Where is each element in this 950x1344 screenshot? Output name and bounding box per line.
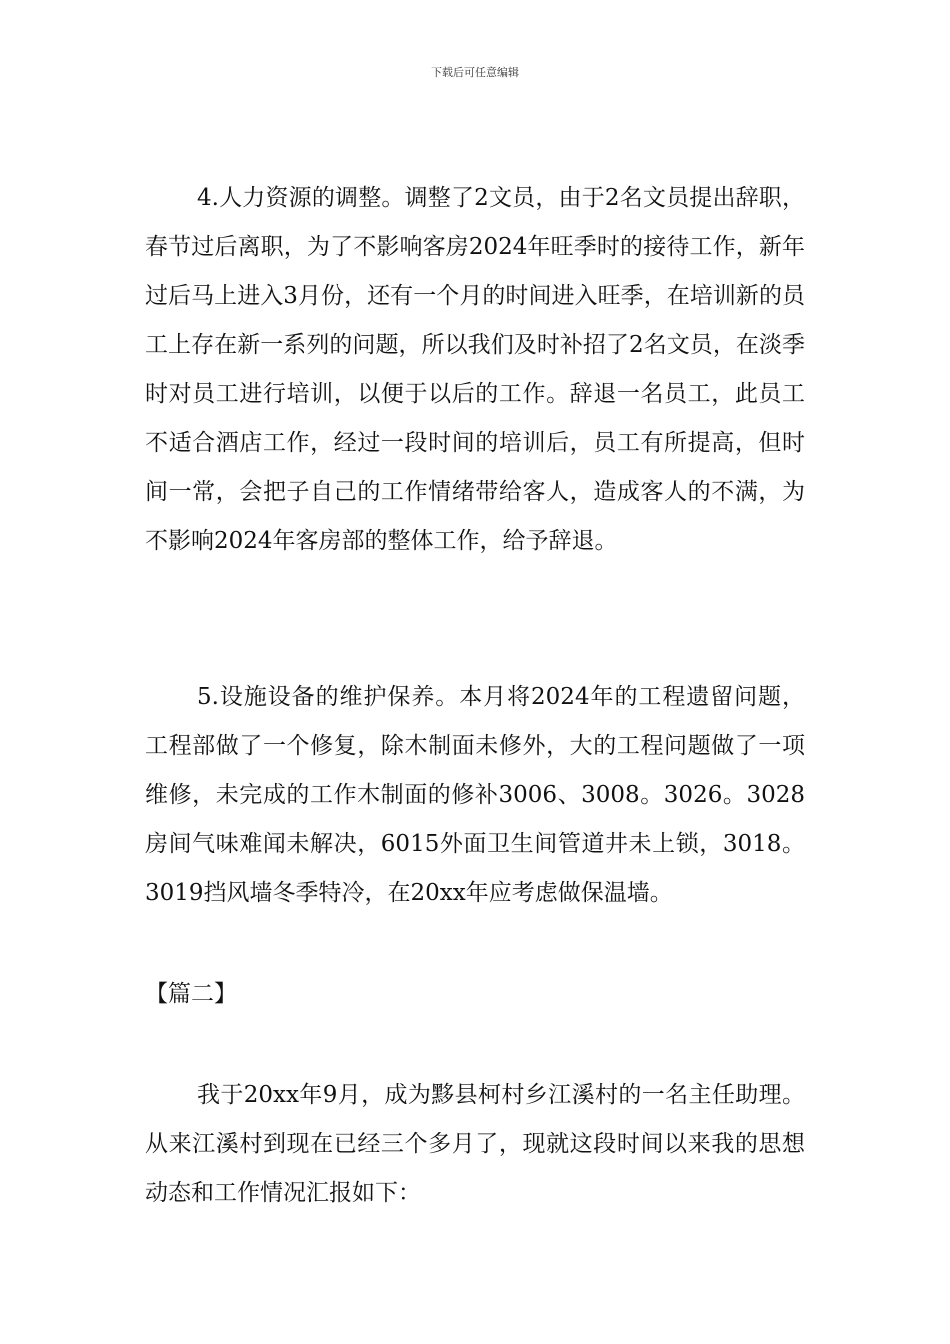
- page-header-note: 下载后可任意编辑: [431, 66, 519, 79]
- paragraph-text: 5.设施设备的维护保养。本月将2024年的工程遗留问题，工程部做了一个修复，除木制面未修外，大的工程问题做了一项维修，未完成的工作木制面的修补3006、3008。3026。3028房间气味难闻未解决，6015外面卫生间管道井未上锁，3018。3019挡风墙冬季特冷，在20xx年应考虑做保温墙。: [145, 684, 805, 906]
- paragraph-text: 4.人力资源的调整。调整了2文员，由于2名文员提出辞职，春节过后离职，为了不影响客房2024年旺季时的接待工作，新年过后马上进入3月份，还有一个月的时间进入旺季，在培训新的员工上存在新一系列的问题，所以我们及时补招了2名文员，在淡季时对员工进行培训，以便于以后的工作。辞退一名员工，此员工不适合酒店工作，经过一段时间的培训后，员工有所提高，但时间一常，会把子自己的工作情绪带给客人，造成客人的不满，为不影响2024年客房部的整体工作，给予辞退。: [145, 185, 805, 554]
- document-paragraph-3: [145, 1071, 805, 1218]
- section-title: 【篇二】: [145, 981, 237, 1007]
- document-paragraph-1: [145, 174, 805, 566]
- paragraph-text: 我于20xx年9月，成为黟县柯村乡江溪村的一名主任助理。从来江溪村到现在已经三个多月了，现就这段时间以来我的思想动态和工作情况汇报如下：: [145, 1082, 805, 1206]
- document-paragraph-2: [145, 673, 805, 918]
